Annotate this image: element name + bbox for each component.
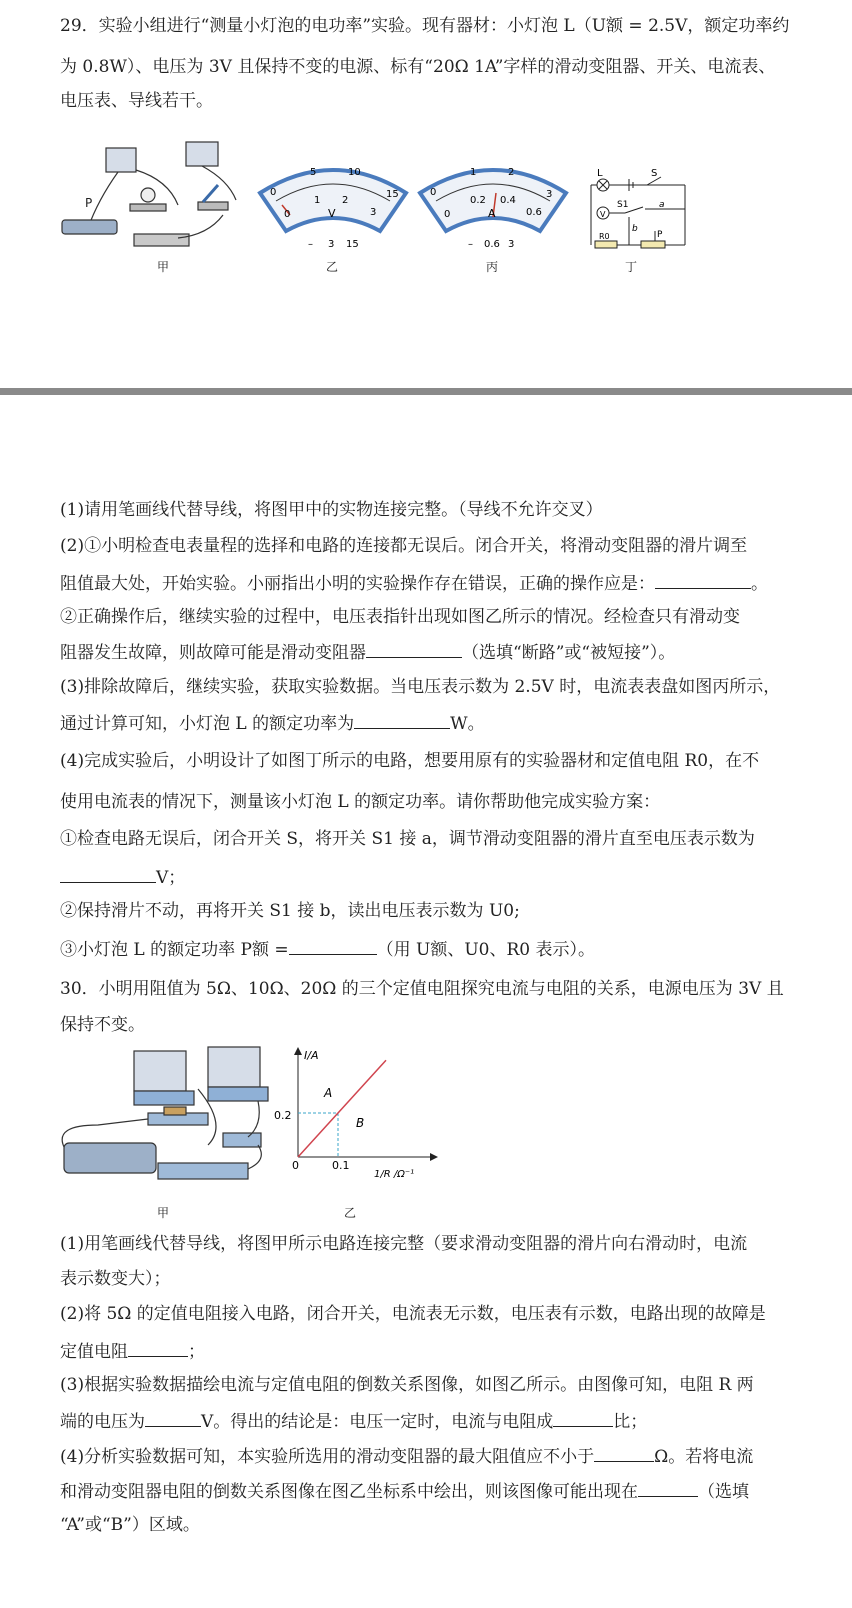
q29-figure-bing-label: 丙 [486,260,499,274]
volt-top-tick-0: 0 [270,187,277,198]
ding-label-S: S [651,168,658,179]
q30-part3-a: (3)根据实验数据描绘电流与定值电阻的倒数关系图像，如图乙所示。由图像可知，电阻 R 两 [60,1375,754,1395]
volt-top-tick-3: 15 [386,189,399,200]
q29-intro-line-1: 29．实验小组进行“测量小灯泡的电功率”实验。现有器材：小灯泡 L（U额 = 2.5V，额定功率约 [60,16,790,36]
q29-figure-yi-voltmeter [256,155,410,255]
answer-blank[interactable] [60,864,156,883]
ding-label-V: V [600,210,606,219]
ding-label-R0: R0 [599,232,610,241]
amp-bottom-tick-2: 0.4 [500,195,516,206]
q29-part3-b: 通过计算可知，小灯泡 L 的额定功率为 W。 [60,710,485,736]
q29-intro-line-2: 为 0.8W）、电压为 3V 且保持不变的电源、标有“20Ω 1A”字样的滑动变阻器、开关、电流表、 [60,57,776,77]
graph-origin: 0 [292,1159,299,1172]
graph-x-tick: 0.1 [332,1159,350,1172]
q30-part2-b: 定值电阻 ； [60,1338,205,1364]
q29-part1: (1)请用笔画线代替导线，将图甲中的实物连接完整。（导线不允许交叉） [60,500,603,520]
q29-part2-2-a: ②正确操作后，继续实验的过程中，电压表指针出现如图乙所示的情况。经检查只有滑动变 [60,607,740,627]
q29-part3-a: (3)排除故障后，继续实验，获取实验数据。当电压表示数为 2.5V 时，电流表表盘如图丙所示， [60,677,781,697]
amp-terminal-2: 3 [508,239,515,250]
amp-top-tick-1: 1 [470,167,477,178]
q30-part4-c: “A”或“B”）区域。 [60,1515,200,1535]
q30-part3-b: 端的电压为 V。得出的结论是：电压一定时，电流与电阻成 比； [60,1408,647,1434]
q30-part1-a: (1)用笔画线代替导线，将图甲所示电路连接完整（要求滑动变阻器的滑片向右滑动时，电流 [60,1234,748,1254]
answer-blank[interactable] [354,710,450,729]
amp-terminal-0: – [468,239,473,250]
q29-figure-bing-ammeter [416,155,570,255]
graph-y-tick: 0.2 [274,1109,292,1122]
q30-part1-b: 表示数变大）； [60,1269,171,1289]
q29-figure-ding-label: 丁 [625,260,638,274]
q29-part4-b: 使用电流表的情况下，测量该小灯泡 L 的额定功率。请你帮助他完成实验方案： [60,792,661,812]
q29-part2-1-b: 阻值最大处，开始实验。小丽指出小明的实验操作存在错误，正确的操作应是： 。 [60,570,768,596]
ding-label-b: b [632,224,638,234]
answer-blank[interactable] [553,1408,613,1427]
q30-figure-yi-label: 乙 [344,1206,357,1220]
q29-figure-yi-label: 乙 [326,260,339,274]
graph-x-label: 1/R /Ω⁻¹ [374,1169,415,1180]
q29-part2-2-b: 阻器发生故障，则故障可能是滑动变阻器 （选填“断路”或“被短接”）。 [60,639,675,665]
volt-unit: V [328,207,336,220]
volt-terminal-1: 3 [328,239,335,250]
q30-part4-a: (4)分析实验数据可知，本实验所选用的滑动变阻器的最大阻值应不小于 Ω。若将电流 [60,1443,753,1469]
q29-part4-c: ①检查电路无误后，闭合开关 S，将开关 S1 接 a，调节滑动变阻器的滑片直至电压表示数为 [60,829,755,849]
answer-blank[interactable] [145,1408,201,1427]
page-separator [0,388,852,395]
q29-slider-label: P [85,196,93,210]
graph-y-label: I/A [304,1049,319,1062]
q29-part4-e: ②保持滑片不动，再将开关 S1 接 b，读出电压表示数为 U0; [60,901,520,921]
amp-bottom-tick-0: 0 [444,209,451,220]
q29-figure-ding-circuit [585,165,695,257]
volt-bottom-tick-0: 0 [284,209,291,220]
ding-label-S1: S1 [617,200,629,210]
volt-top-tick-2: 10 [348,167,361,178]
answer-blank[interactable] [594,1443,654,1462]
answer-blank[interactable] [366,639,462,658]
graph-data-line [298,1060,386,1157]
answer-blank[interactable] [289,936,377,955]
volt-bottom-tick-1: 1 [314,195,321,206]
q29-part4-f: ③小灯泡 L 的额定功率 P额 = （用 U额、U0、R0 表示）。 [60,936,595,962]
q29-part4-a: (4)完成实验后，小明设计了如图丁所示的电路，想要用原有的实验器材和定值电阻 R0，在不 [60,751,760,771]
volt-terminal-0: – [308,239,313,250]
q30-part2-a: (2)将 5Ω 的定值电阻接入电路，闭合开关，电流表无示数，电压表有示数，电路出现的故障是 [60,1304,766,1324]
ding-label-a: a [659,200,665,210]
volt-top-tick-1: 5 [310,167,317,178]
q30-part4-b: 和滑动变阻器电阻的倒数关系图像在图乙坐标系中绘出，则该图像可能出现在 （选填 [60,1478,749,1504]
q29-part4-d: V； [60,864,185,890]
q30-intro-line-2: 保持不变。 [60,1015,145,1035]
amp-top-tick-3: 3 [546,189,553,200]
volt-terminal-2: 15 [346,239,359,250]
volt-bottom-tick-2: 2 [342,195,349,206]
graph-region-a: A [324,1086,333,1100]
q30-intro-line-1: 30．小明用阻值为 5Ω、10Ω、20Ω 的三个定值电阻探究电流与电阻的关系，电源电压为 3V 且 [60,979,784,999]
q30-figure-jia [58,1045,273,1185]
q30-figure-jia-label: 甲 [157,1206,170,1220]
ding-label-L: L [597,168,603,179]
amp-terminal-1: 0.6 [484,239,500,250]
q29-part2-1-a: (2)①小明检查电表量程的选择和电路的连接都无误后。闭合开关，将滑动变阻器的滑片调至 [60,536,748,556]
amp-bottom-tick-3: 0.6 [526,207,542,218]
amp-unit: A [488,207,496,220]
answer-blank[interactable] [128,1338,188,1357]
amp-top-tick-2: 2 [508,167,515,178]
q30-graph [270,1045,440,1195]
amp-bottom-tick-1: 0.2 [470,195,486,206]
volt-bottom-tick-3: 3 [370,207,377,218]
q29-figure-jia-label: 甲 [157,260,170,274]
graph-region-b: B [356,1116,365,1130]
amp-top-tick-0: 0 [430,187,437,198]
answer-blank[interactable] [638,1478,698,1497]
answer-blank[interactable] [655,570,751,589]
ding-label-P: P [657,230,663,240]
q29-intro-line-3: 电压表、导线若干。 [60,91,213,111]
